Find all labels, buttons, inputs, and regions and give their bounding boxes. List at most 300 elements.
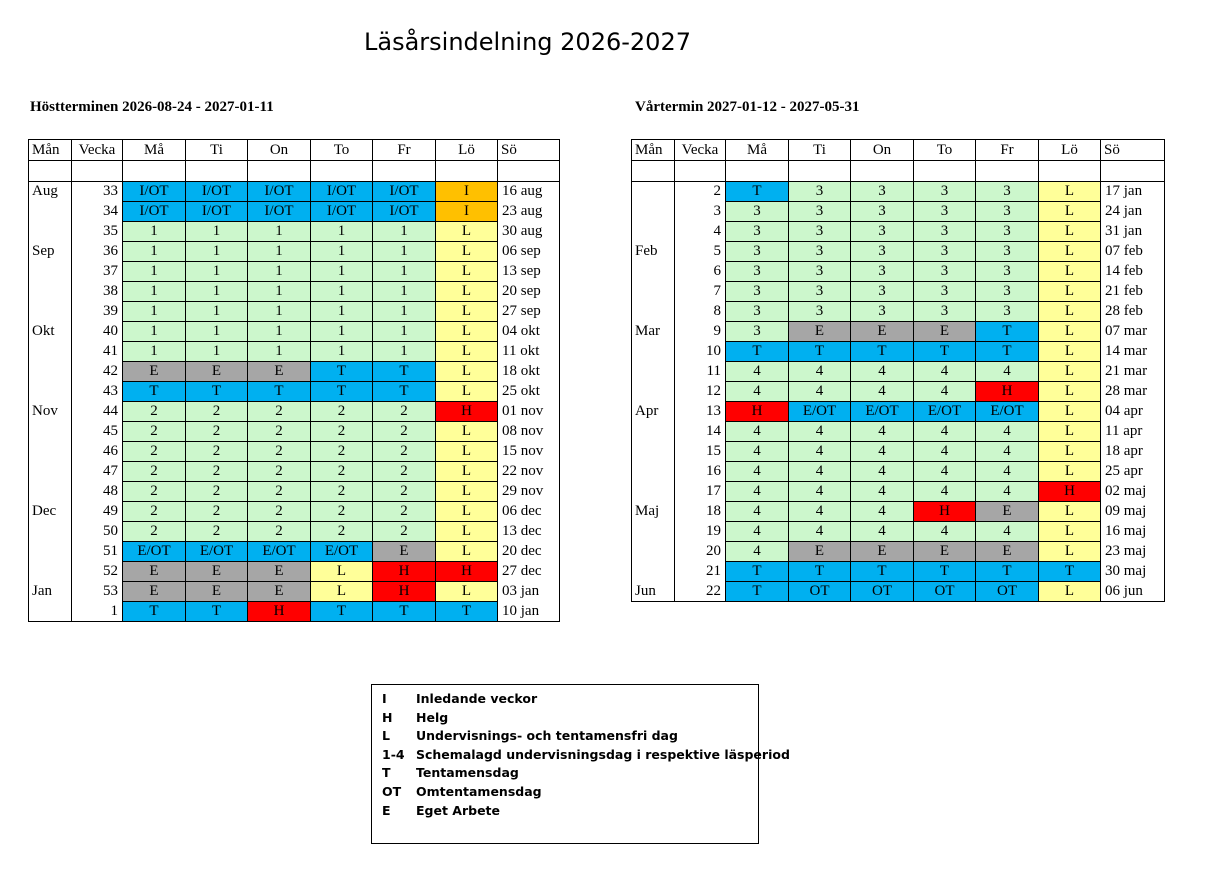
day-cell: T	[914, 342, 976, 362]
day-cell: 2	[373, 482, 436, 502]
month-label	[29, 482, 72, 502]
day-cell: 2	[373, 522, 436, 542]
week-row	[29, 382, 560, 402]
month-label	[632, 302, 675, 322]
header-day: Ti	[186, 140, 248, 161]
day-cell: 1	[248, 262, 311, 282]
day-cell: 2	[123, 442, 186, 462]
week-row	[632, 422, 1165, 442]
month-label	[29, 602, 72, 622]
day-cell: 4	[851, 462, 914, 482]
legend-code: I	[382, 691, 387, 706]
day-cell: 3	[914, 182, 976, 202]
day-cell: 1	[248, 282, 311, 302]
day-cell: 4	[789, 382, 851, 402]
week-row	[632, 262, 1165, 282]
month-label	[632, 522, 675, 542]
week-row	[632, 322, 1165, 342]
sunday-date: 15 nov	[498, 442, 560, 462]
sunday-date: 10 jan	[498, 602, 560, 622]
day-cell: 3	[789, 302, 851, 322]
sunday-date: 01 nov	[498, 402, 560, 422]
month-label	[29, 562, 72, 582]
day-cell: 4	[914, 442, 976, 462]
day-cell: H	[726, 402, 789, 422]
sunday-date: 20 dec	[498, 542, 560, 562]
day-cell: 1	[248, 302, 311, 322]
week-number: 9	[675, 322, 726, 342]
blank-cell	[976, 161, 1039, 182]
week-number: 15	[675, 442, 726, 462]
sunday-date: 22 nov	[498, 462, 560, 482]
day-cell: 4	[851, 442, 914, 462]
day-cell: 2	[186, 422, 248, 442]
day-cell: 2	[186, 522, 248, 542]
day-cell: 3	[726, 282, 789, 302]
day-cell: 4	[851, 482, 914, 502]
month-label	[29, 222, 72, 242]
day-cell: 2	[123, 402, 186, 422]
day-cell: T	[726, 342, 789, 362]
month-label	[632, 342, 675, 362]
day-cell: E	[851, 322, 914, 342]
day-cell: 3	[851, 182, 914, 202]
day-cell: 2	[248, 462, 311, 482]
blank-cell	[186, 161, 248, 182]
blank-cell	[311, 161, 373, 182]
week-number: 5	[675, 242, 726, 262]
week-number: 2	[675, 182, 726, 202]
day-cell: L	[1039, 282, 1101, 302]
legend-text: Schemalagd undervisningsdag i respektive läsperiod	[416, 746, 790, 762]
day-cell: 3	[976, 202, 1039, 222]
week-row	[632, 242, 1165, 262]
sunday-date: 25 okt	[498, 382, 560, 402]
day-cell: T	[248, 382, 311, 402]
month-label	[29, 262, 72, 282]
sunday-date: 04 apr	[1101, 402, 1165, 422]
day-cell: 4	[726, 482, 789, 502]
day-cell: 4	[726, 422, 789, 442]
month-label	[29, 462, 72, 482]
legend-text: Helg	[416, 709, 449, 725]
week-row	[29, 182, 560, 202]
week-number: 47	[72, 462, 123, 482]
blank-cell	[789, 161, 851, 182]
month-label	[29, 382, 72, 402]
day-cell: 1	[373, 282, 436, 302]
day-cell: L	[436, 342, 498, 362]
day-cell: E	[248, 562, 311, 582]
day-cell: 3	[851, 242, 914, 262]
day-cell: L	[436, 242, 498, 262]
week-row	[632, 582, 1165, 602]
week-number: 4	[675, 222, 726, 242]
day-cell: L	[436, 522, 498, 542]
header-day: Lö	[1039, 140, 1101, 161]
sunday-date: 16 maj	[1101, 522, 1165, 542]
day-cell: I/OT	[248, 182, 311, 202]
sunday-date: 09 maj	[1101, 502, 1165, 522]
week-row	[29, 422, 560, 442]
day-cell: T	[789, 562, 851, 582]
day-cell: 1	[373, 262, 436, 282]
week-row	[29, 542, 560, 562]
day-cell: 2	[123, 462, 186, 482]
day-cell: 1	[123, 342, 186, 362]
month-label: Feb	[632, 242, 675, 262]
day-cell: E	[914, 542, 976, 562]
day-cell: H	[436, 562, 498, 582]
day-cell: H	[1039, 482, 1101, 502]
day-cell: 1	[311, 282, 373, 302]
week-row	[632, 562, 1165, 582]
day-cell: L	[436, 302, 498, 322]
legend-code: E	[382, 802, 391, 818]
day-cell: L	[436, 582, 498, 602]
day-cell: L	[311, 582, 373, 602]
week-number: 33	[72, 182, 123, 202]
sunday-date: 07 mar	[1101, 322, 1165, 342]
day-cell: 4	[726, 382, 789, 402]
day-cell: 1	[311, 302, 373, 322]
day-cell: 1	[373, 302, 436, 322]
day-cell: 2	[123, 422, 186, 442]
day-cell: T	[914, 562, 976, 582]
day-cell: T	[1039, 562, 1101, 582]
week-row	[29, 282, 560, 302]
week-row	[632, 462, 1165, 482]
day-cell: 4	[914, 522, 976, 542]
week-row	[632, 522, 1165, 542]
week-number: 35	[72, 222, 123, 242]
spring-calendar-table	[631, 139, 1165, 602]
day-cell: L	[436, 442, 498, 462]
day-cell: 2	[373, 422, 436, 442]
week-row	[29, 402, 560, 422]
day-cell: H	[976, 382, 1039, 402]
day-cell: 3	[914, 202, 976, 222]
day-cell: L	[436, 542, 498, 562]
week-row	[29, 462, 560, 482]
week-number: 52	[72, 562, 123, 582]
month-label	[632, 422, 675, 442]
day-cell: 3	[851, 202, 914, 222]
day-cell: I/OT	[186, 182, 248, 202]
day-cell: E/OT	[789, 402, 851, 422]
day-cell: 4	[726, 502, 789, 522]
day-cell: 2	[311, 402, 373, 422]
day-cell: E	[123, 582, 186, 602]
day-cell: E	[851, 542, 914, 562]
day-cell: 1	[123, 262, 186, 282]
day-cell: 1	[373, 222, 436, 242]
day-cell: 4	[851, 362, 914, 382]
day-cell: 2	[123, 482, 186, 502]
day-cell: L	[1039, 262, 1101, 282]
day-cell: 2	[311, 462, 373, 482]
blank-cell	[72, 161, 123, 182]
day-cell: L	[436, 502, 498, 522]
day-cell: E/OT	[123, 542, 186, 562]
day-cell: 1	[311, 262, 373, 282]
week-row	[29, 582, 560, 602]
week-number: 21	[675, 562, 726, 582]
legend-code: OT	[382, 784, 402, 799]
day-cell: 3	[726, 322, 789, 342]
day-cell: T	[726, 562, 789, 582]
week-number: 38	[72, 282, 123, 302]
header-month: Mån	[632, 140, 675, 161]
month-label: Aug	[29, 182, 72, 202]
day-cell: L	[1039, 182, 1101, 202]
month-label	[632, 562, 675, 582]
month-label	[29, 542, 72, 562]
day-cell: 4	[914, 422, 976, 442]
day-cell: H	[373, 582, 436, 602]
day-cell: 4	[789, 462, 851, 482]
sunday-date: 28 feb	[1101, 302, 1165, 322]
table-header-row	[632, 140, 1165, 161]
month-label	[632, 482, 675, 502]
sunday-date: 30 maj	[1101, 562, 1165, 582]
day-cell: L	[1039, 502, 1101, 522]
day-cell: 2	[123, 522, 186, 542]
day-cell: OT	[914, 582, 976, 602]
day-cell: 2	[311, 502, 373, 522]
day-cell: L	[436, 282, 498, 302]
day-cell: T	[436, 602, 498, 622]
week-number: 10	[675, 342, 726, 362]
week-row	[29, 442, 560, 462]
sunday-date: 31 jan	[1101, 222, 1165, 242]
day-cell: 2	[373, 502, 436, 522]
week-number: 45	[72, 422, 123, 442]
sunday-date: 13 sep	[498, 262, 560, 282]
day-cell: 2	[186, 402, 248, 422]
day-cell: 1	[123, 222, 186, 242]
legend-code: H	[382, 709, 393, 725]
day-cell: 4	[914, 382, 976, 402]
day-cell: 1	[186, 282, 248, 302]
sunday-date: 14 mar	[1101, 342, 1165, 362]
sunday-date: 27 sep	[498, 302, 560, 322]
day-cell: 1	[311, 222, 373, 242]
week-number: 34	[72, 202, 123, 222]
day-cell: L	[436, 482, 498, 502]
day-cell: T	[726, 182, 789, 202]
day-cell: 2	[311, 442, 373, 462]
day-cell: H	[914, 502, 976, 522]
sunday-date: 23 maj	[1101, 542, 1165, 562]
day-cell: 4	[976, 422, 1039, 442]
blank-cell	[1101, 161, 1165, 182]
day-cell: I/OT	[373, 182, 436, 202]
sunday-date: 06 sep	[498, 242, 560, 262]
day-cell: 4	[726, 362, 789, 382]
day-cell: 4	[851, 422, 914, 442]
day-cell: 3	[914, 262, 976, 282]
sunday-date: 24 jan	[1101, 202, 1165, 222]
month-label: Mar	[632, 322, 675, 342]
month-label	[29, 282, 72, 302]
day-cell: H	[436, 402, 498, 422]
day-cell: 1	[248, 242, 311, 262]
blank-cell	[248, 161, 311, 182]
week-number: 43	[72, 382, 123, 402]
table-blank-row	[29, 161, 560, 182]
day-cell: T	[976, 342, 1039, 362]
day-cell: L	[1039, 242, 1101, 262]
month-label: Okt	[29, 322, 72, 342]
month-label: Maj	[632, 502, 675, 522]
blank-cell	[1039, 161, 1101, 182]
header-week: Vecka	[72, 140, 123, 161]
month-label	[29, 422, 72, 442]
day-cell: 4	[976, 522, 1039, 542]
week-row	[632, 202, 1165, 222]
week-number: 1	[72, 602, 123, 622]
day-cell: 3	[976, 222, 1039, 242]
day-cell: I	[436, 202, 498, 222]
sunday-date: 23 aug	[498, 202, 560, 222]
header-day: Ti	[789, 140, 851, 161]
week-number: 20	[675, 542, 726, 562]
day-cell: 3	[789, 242, 851, 262]
legend-box	[371, 684, 790, 844]
day-cell: E	[789, 542, 851, 562]
sunday-date: 13 dec	[498, 522, 560, 542]
legend-code: T	[382, 765, 391, 781]
day-cell: 1	[248, 322, 311, 342]
day-cell: 4	[914, 362, 976, 382]
week-row	[632, 362, 1165, 382]
sunday-date: 08 nov	[498, 422, 560, 442]
blank-cell	[851, 161, 914, 182]
header-day: On	[248, 140, 311, 161]
day-cell: L	[436, 462, 498, 482]
day-cell: 3	[789, 222, 851, 242]
week-number: 16	[675, 462, 726, 482]
day-cell: T	[311, 602, 373, 622]
week-number: 50	[72, 522, 123, 542]
week-row	[632, 222, 1165, 242]
day-cell: 2	[248, 482, 311, 502]
day-cell: 1	[248, 222, 311, 242]
month-label	[29, 362, 72, 382]
day-cell: L	[1039, 422, 1101, 442]
day-cell: T	[373, 602, 436, 622]
day-cell: 1	[311, 322, 373, 342]
month-label: Dec	[29, 502, 72, 522]
week-number: 36	[72, 242, 123, 262]
day-cell: 2	[186, 482, 248, 502]
day-cell: OT	[789, 582, 851, 602]
week-row	[29, 522, 560, 542]
day-cell: I/OT	[123, 202, 186, 222]
week-number: 3	[675, 202, 726, 222]
day-cell: 3	[851, 262, 914, 282]
day-cell: 2	[248, 442, 311, 462]
week-row	[29, 222, 560, 242]
day-cell: 1	[373, 242, 436, 262]
week-number: 14	[675, 422, 726, 442]
day-cell: OT	[851, 582, 914, 602]
day-cell: 1	[123, 282, 186, 302]
sunday-date: 17 jan	[1101, 182, 1165, 202]
day-cell: E	[373, 542, 436, 562]
day-cell: 1	[186, 302, 248, 322]
header-day: Fr	[976, 140, 1039, 161]
day-cell: E	[789, 322, 851, 342]
day-cell: 1	[311, 242, 373, 262]
day-cell: L	[1039, 462, 1101, 482]
week-row	[29, 202, 560, 222]
day-cell: 3	[789, 262, 851, 282]
day-cell: 1	[123, 302, 186, 322]
month-label	[632, 362, 675, 382]
day-cell: T	[123, 602, 186, 622]
month-label	[632, 382, 675, 402]
day-cell: 2	[248, 522, 311, 542]
sunday-date: 30 aug	[498, 222, 560, 242]
day-cell: E	[123, 562, 186, 582]
day-cell: 1	[186, 242, 248, 262]
sunday-date: 11 okt	[498, 342, 560, 362]
day-cell: 2	[186, 442, 248, 462]
day-cell: T	[726, 582, 789, 602]
month-label: Apr	[632, 402, 675, 422]
week-row	[632, 502, 1165, 522]
day-cell: E	[248, 362, 311, 382]
legend-text: Eget Arbete	[416, 802, 501, 818]
day-cell: E	[186, 362, 248, 382]
sunday-date: 25 apr	[1101, 462, 1165, 482]
table-blank-row	[632, 161, 1165, 182]
month-label: Jan	[29, 582, 72, 602]
blank-cell	[914, 161, 976, 182]
day-cell: 2	[248, 502, 311, 522]
day-cell: 1	[123, 242, 186, 262]
day-cell: 3	[789, 202, 851, 222]
blank-cell	[123, 161, 186, 182]
day-cell: 3	[976, 282, 1039, 302]
day-cell: L	[436, 222, 498, 242]
month-label: Sep	[29, 242, 72, 262]
month-label	[632, 262, 675, 282]
month-label	[632, 202, 675, 222]
day-cell: 4	[976, 482, 1039, 502]
day-cell: 3	[789, 282, 851, 302]
month-label	[29, 342, 72, 362]
sunday-date: 21 feb	[1101, 282, 1165, 302]
blank-cell	[436, 161, 498, 182]
day-cell: E	[976, 502, 1039, 522]
week-row	[29, 242, 560, 262]
day-cell: 3	[851, 222, 914, 242]
day-cell: L	[1039, 362, 1101, 382]
week-row	[29, 302, 560, 322]
day-cell: I	[436, 182, 498, 202]
day-cell: 3	[851, 282, 914, 302]
day-cell: 2	[248, 402, 311, 422]
week-row	[29, 362, 560, 382]
day-cell: 1	[186, 342, 248, 362]
day-cell: L	[436, 262, 498, 282]
sunday-date: 06 jun	[1101, 582, 1165, 602]
day-cell: E	[976, 542, 1039, 562]
day-cell: I/OT	[311, 182, 373, 202]
